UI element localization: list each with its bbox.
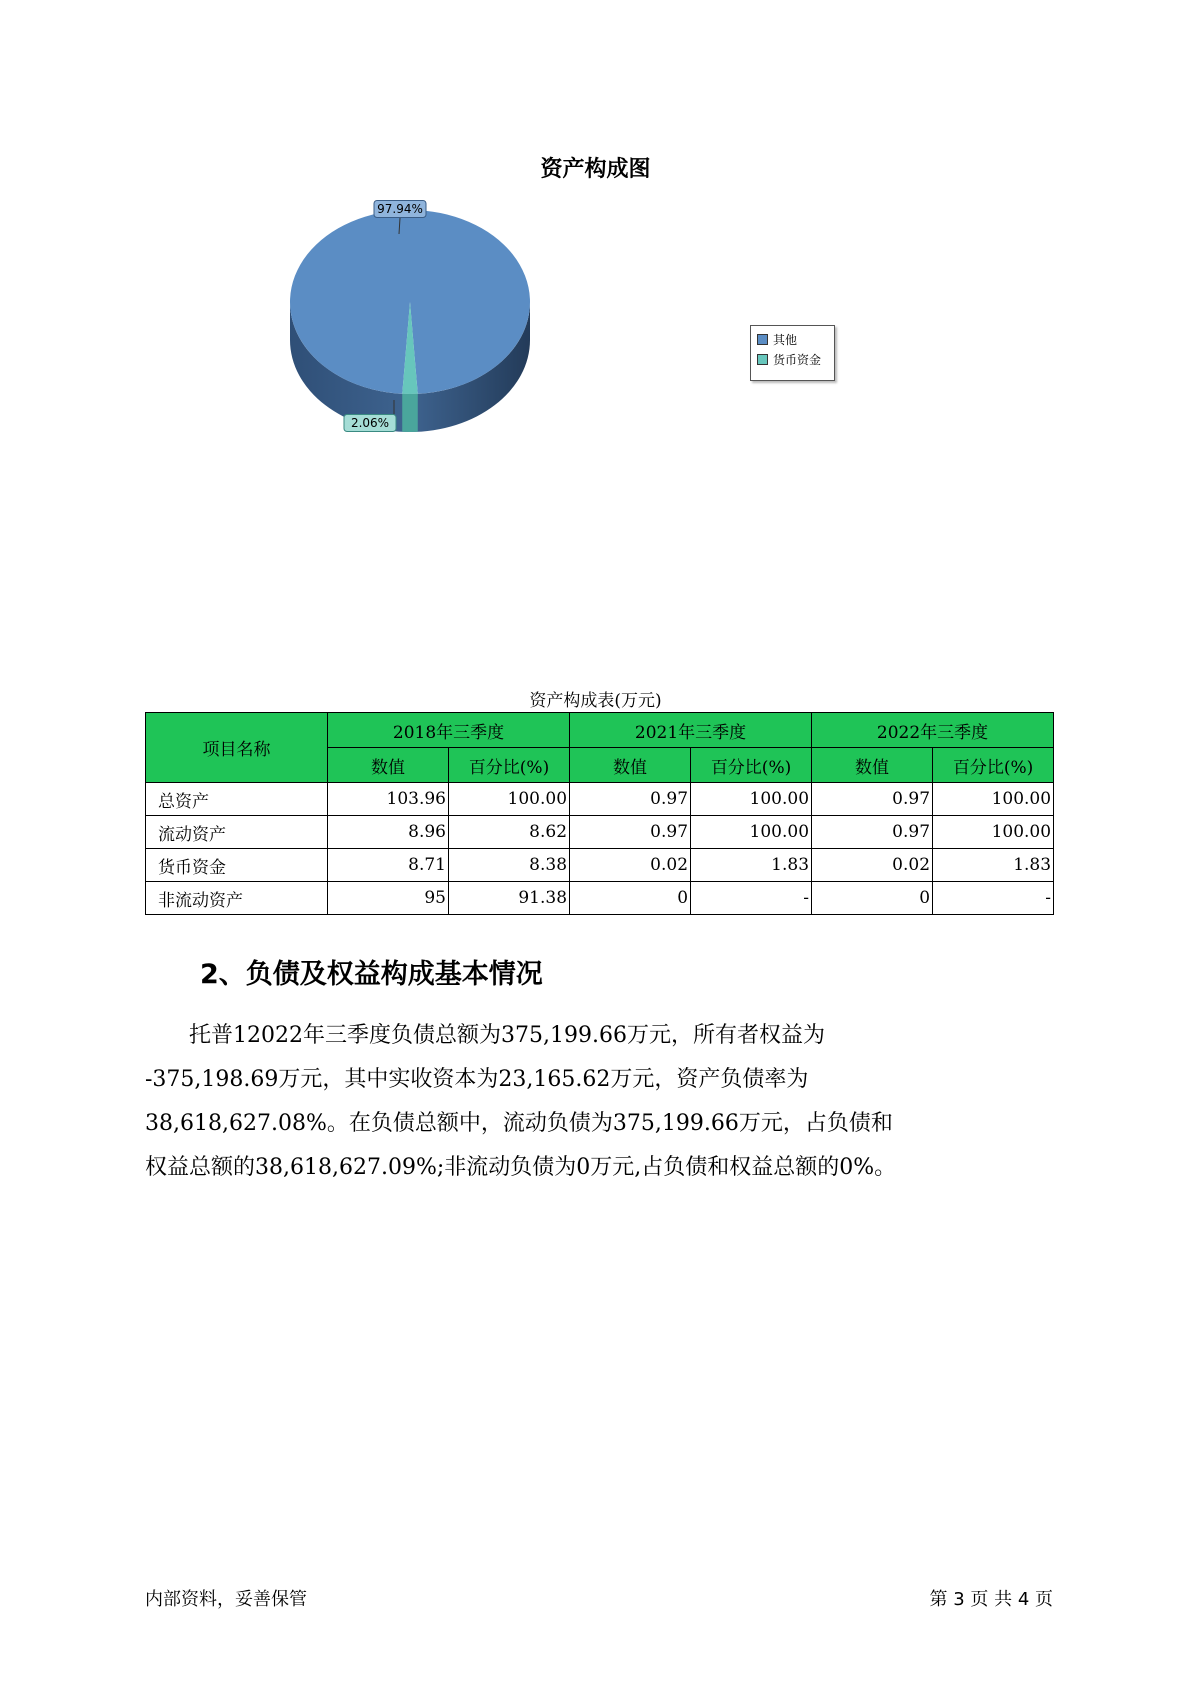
table-row bbox=[146, 816, 1054, 849]
table-cell: 95 bbox=[328, 882, 449, 915]
table-header-row bbox=[146, 713, 1054, 748]
header-period: 2018年三季度 bbox=[328, 713, 570, 748]
asset-table bbox=[145, 712, 1054, 915]
page-number: 第 3 页 共 4 页 bbox=[929, 1589, 1053, 1610]
table-cell: 100.00 bbox=[449, 783, 570, 816]
table-cell: 100.00 bbox=[933, 816, 1054, 849]
pie-slice-cash-side bbox=[402, 394, 418, 432]
table-cell: 8.71 bbox=[328, 849, 449, 882]
table-cell: 8.96 bbox=[328, 816, 449, 849]
table-cell: 1.83 bbox=[691, 849, 812, 882]
section-heading: 2、负债及权益构成基本情况 bbox=[200, 959, 543, 990]
row-label: 非流动资产 bbox=[146, 882, 328, 915]
table-row bbox=[146, 849, 1054, 882]
paragraph-line: -375,198.69万元，其中实收资本为23,165.62万元，资产负债率为 bbox=[145, 1067, 809, 1092]
table-cell: 0.97 bbox=[812, 816, 933, 849]
table-cell: 0 bbox=[570, 882, 691, 915]
table-cell: 8.62 bbox=[449, 816, 570, 849]
paragraph-line: 托普12022年三季度负债总额为375,199.66万元，所有者权益为 bbox=[145, 1023, 825, 1048]
header-value: 数值 bbox=[328, 748, 449, 783]
table-cell: 103.96 bbox=[328, 783, 449, 816]
legend-swatch-cash bbox=[757, 354, 768, 365]
legend-label-cash: 货币资金 bbox=[773, 353, 822, 367]
table-cell: 100.00 bbox=[691, 783, 812, 816]
header-item: 项目名称 bbox=[146, 713, 328, 783]
table-cell: - bbox=[933, 882, 1054, 915]
header-value: 数值 bbox=[570, 748, 691, 783]
row-label: 总资产 bbox=[146, 783, 328, 816]
table-cell: 0.97 bbox=[570, 816, 691, 849]
legend-item-other bbox=[757, 330, 828, 350]
table-cell: 0.02 bbox=[570, 849, 691, 882]
table-cell: 91.38 bbox=[449, 882, 570, 915]
chart-title: 资产构成图 bbox=[540, 157, 651, 182]
row-label: 货币资金 bbox=[146, 849, 328, 882]
table-cell: 0.97 bbox=[570, 783, 691, 816]
header-value: 数值 bbox=[812, 748, 933, 783]
table-cell: 0 bbox=[812, 882, 933, 915]
header-period: 2021年三季度 bbox=[570, 713, 812, 748]
header-pct: 百分比(%) bbox=[691, 748, 812, 783]
legend-label-other: 其他 bbox=[773, 333, 798, 347]
data-label-other: 97.94% bbox=[377, 202, 423, 216]
pie-chart bbox=[290, 200, 580, 470]
table-cell: 1.83 bbox=[933, 849, 1054, 882]
header-period: 2022年三季度 bbox=[812, 713, 1054, 748]
table-cell: 100.00 bbox=[691, 816, 812, 849]
table-cell: - bbox=[691, 882, 812, 915]
table-cell: 8.38 bbox=[449, 849, 570, 882]
legend-item-cash bbox=[757, 350, 828, 370]
table-caption: 资产构成表(万元) bbox=[529, 691, 662, 711]
table-row bbox=[146, 783, 1054, 816]
header-pct: 百分比(%) bbox=[449, 748, 570, 783]
chart-legend bbox=[750, 325, 835, 381]
paragraph-line: 权益总额的38,618,627.09%;非流动负债为0万元,占负债和权益总额的0%。 bbox=[145, 1155, 897, 1180]
header-pct: 百分比(%) bbox=[933, 748, 1054, 783]
paragraph-line: 38,618,627.08%。在负债总额中，流动负债为375,199.66万元，占负债和 bbox=[145, 1111, 893, 1136]
footer-note: 内部资料，妥善保管 bbox=[145, 1589, 307, 1610]
table-cell: 0.97 bbox=[812, 783, 933, 816]
table-cell: 100.00 bbox=[933, 783, 1054, 816]
legend-swatch-other bbox=[757, 334, 768, 345]
table-row bbox=[146, 882, 1054, 915]
row-label: 流动资产 bbox=[146, 816, 328, 849]
table-cell: 0.02 bbox=[812, 849, 933, 882]
data-label-cash: 2.06% bbox=[350, 416, 390, 430]
